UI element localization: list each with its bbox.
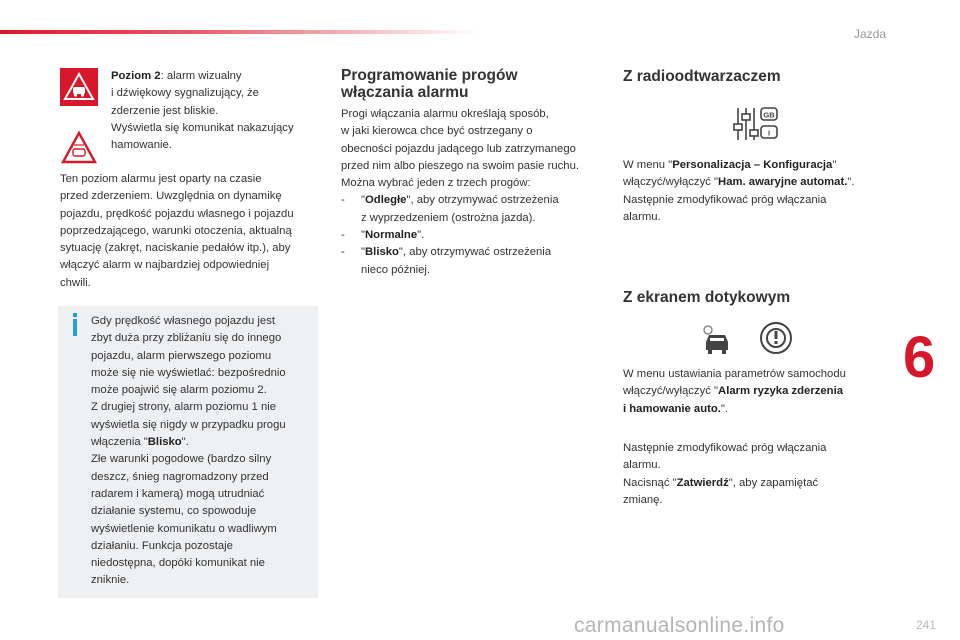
text-line: może się nie wyświetlać: bezpośrednio [91,366,286,379]
level2-label: Poziom 2 [111,70,161,82]
text-line: sytuację (zakręt, naciskanie pedałów itp.), aby [60,242,291,255]
option-far: - "Odległe", aby otrzymywać ostrzeżenia z wyprzedzeniem (ostrożna jazda). [341,194,559,224]
text-line: alarmu. [623,210,661,223]
brake-warning-icon [758,320,794,356]
text-line: włączyć/wyłączyć "Alarm ryzyka zderzenia [623,385,843,398]
info-text [91,313,313,590]
text-line: pojazdu, prędkość pojazdu własnego i pojazdu [60,207,294,220]
level2-description [111,68,321,154]
heading-line: Programowanie progów [341,67,518,84]
text-line: Następnie zmodyfikować próg włączania [623,193,827,206]
option-normal: - "Normalne". [341,229,425,242]
radio-instructions [623,157,903,226]
text-line: włączenia "Blisko". [91,436,189,449]
text-line: W menu "Personalizacja – Konfiguracja" [623,159,837,171]
chapter-number: 6 [903,325,936,390]
text-line: hamowanie. [111,139,172,152]
badge-bottom: I [767,128,771,138]
text-line: : alarm wizualny [160,70,242,82]
heading-line: włączania alarmu [341,84,469,101]
text-line: Gdy prędkość własnego pojazdu jest [91,315,275,327]
text-line: Progi włączania alarmu określają sposób, [341,108,549,120]
text-line: Ten poziom alarmu jest oparty na czasie [60,173,262,185]
red-gradient-line [0,30,480,34]
text-line: niedostępna, dopóki komunikat nie [91,557,265,570]
text-line: w jaki kierowca chce być ostrzegany o [341,125,533,138]
text-line: działaniu. Funkcja pozostaje [91,539,233,552]
text-line: zniknie. [91,574,130,587]
top-accent-bar [0,0,960,36]
touchscreen-instructions [623,366,893,418]
text-line: zmianę. [623,493,663,506]
text-line: wyświetlenie komunikatu o wadliwym [91,522,277,535]
text-line: włączyć alarm w najbardziej odpowiedniej [60,259,270,272]
text-line: zbyt duża przy zbliżaniu się do innego [91,332,282,345]
touchscreen-heading: Z ekranem dotykowym [623,289,791,306]
thresholds-heading [341,67,581,101]
text-line: zderzenie jest bliskie. [111,104,219,117]
text-line: przed nim albo pieszego na swoim pasie ruchu. [341,159,579,172]
watermark: carmanualsonline.info [574,614,785,637]
text-line: chwili. [60,276,91,289]
text-line: Złe warunki pogodowe (bardzo silny [91,453,272,466]
collision-warning-icon-red [60,68,98,106]
text-line: pojazdu, alarm pierwszego poziomu [91,349,272,362]
text-line: i hamowanie auto.". [623,402,729,415]
badge-top: GB [763,110,775,120]
radio-heading: Z radioodtwarzaczem [623,68,781,85]
text-line: alarmu. [623,459,661,472]
alarm-timing-paragraph [60,171,322,292]
thresholds-text [341,106,606,279]
text-line: włączyć/wyłączyć "Ham. awaryjne automat.". [623,176,855,189]
text-line: Można wybrać jeden z trzech progów: [341,177,531,190]
text-line: Nacisnąć "Zatwierdź", aby zapamiętać [623,476,819,489]
text-line: deszcz, śnieg nagromadzony przed [91,470,269,483]
text-line: wyświetla się nigdy w przypadku progu [91,418,286,431]
option-close: - "Blisko", aby otrzymywać ostrzeżenia nieco później. [341,246,552,276]
text-line: W menu ustawiania parametrów samochodu [623,368,846,380]
text-line: radarem i kamerą) mogą utrudniać [91,487,265,500]
text-line: i dźwiękowy sygnalizujący, że [111,87,259,100]
section-title: Jazda [853,27,886,41]
text-line: Z drugiej strony, alarm poziomu 1 nie [91,401,277,414]
collision-warning-icon-outline [60,129,98,167]
vehicle-settings-icon [700,322,734,356]
text-line: może poajwić się alarm poziomu 2. [91,384,267,397]
settings-sliders-icon [732,104,780,144]
text-line: poprzedzającego, warunki otoczenia, aktualną [60,224,292,237]
text-line: przed zderzeniem. Uwzględnia on dynamikę [60,190,282,203]
info-icon [70,313,80,336]
text-line: Następnie zmodyfikować próg włączania [623,442,827,454]
text-line: działanie systemu, co spowoduje [91,505,257,518]
text-line: obecności pojazdu jadącego lub zatrzymanego [341,142,576,155]
text-line: Wyświetla się komunikat nakazujący [111,121,294,134]
final-instructions [623,440,893,509]
page-number: 241 [916,618,937,632]
